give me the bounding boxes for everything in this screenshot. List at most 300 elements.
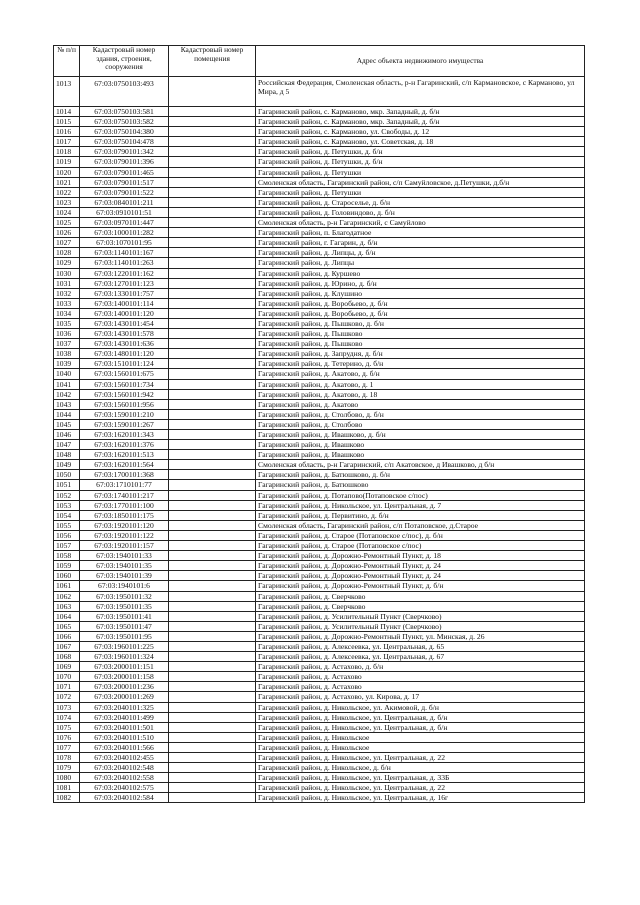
- table-row: [54, 591, 585, 601]
- row-number: 1015: [54, 117, 80, 127]
- cadastral-room-cell: [169, 591, 256, 601]
- row-number: 1047: [54, 440, 80, 450]
- cadastral-room-cell: [169, 702, 256, 712]
- address-cell: Гагаринский район, д. Никольское, ул. Центральная, д. 33Б: [256, 773, 585, 783]
- address-cell: Гагаринский район, с. Карманово, ул. Свободы, д. 12: [256, 127, 585, 137]
- address-cell: Гагаринский район, д. Никольское: [256, 742, 585, 752]
- cadastral-room-cell: [169, 409, 256, 419]
- table-row: [54, 197, 585, 207]
- table-row: [54, 652, 585, 662]
- table-row: [54, 490, 585, 500]
- table-row: [54, 581, 585, 591]
- cadastral-room-cell: [169, 763, 256, 773]
- address-cell: Гагаринский район, д. Староселье, д. б/н: [256, 197, 585, 207]
- address-cell: Гагаринский район, д. Петушки, д. б/н: [256, 147, 585, 157]
- address-cell: Гагаринский район, д. Батюшково: [256, 480, 585, 490]
- cadastral-building-cell: 67:03:1940101:39: [80, 571, 169, 581]
- cadastral-building-cell: 67:03:1770101:100: [80, 500, 169, 510]
- address-cell: Гагаринский район, д. Астахово: [256, 672, 585, 682]
- address-cell: Гагаринский район, д. Клушино: [256, 288, 585, 298]
- cadastral-building-cell: 67:03:1920101:122: [80, 530, 169, 540]
- cadastral-room-cell: [169, 490, 256, 500]
- cadastral-building-cell: 67:03:1560101:675: [80, 369, 169, 379]
- cadastral-building-cell: 67:03:0790101:396: [80, 157, 169, 167]
- address-cell: Гагаринский район, д. Пышково: [256, 339, 585, 349]
- row-number: 1048: [54, 450, 80, 460]
- address-cell: Гагаринский район, д. Столбово: [256, 419, 585, 429]
- cadastral-building-cell: 67:03:0790101:522: [80, 187, 169, 197]
- address-cell: Гагаринский район, д. Никольское, ул. Центральная, д. 16г: [256, 793, 585, 803]
- table-row: [54, 641, 585, 651]
- address-cell: Гагаринский район, д. Воробьево, д. б/н: [256, 308, 585, 318]
- row-number: 1060: [54, 571, 80, 581]
- cadastral-building-cell: 67:03:1940101:33: [80, 551, 169, 561]
- cadastral-building-cell: 67:03:1560101:734: [80, 379, 169, 389]
- row-number: 1029: [54, 258, 80, 268]
- cadastral-room-cell: [169, 157, 256, 167]
- address-cell: Гагаринский район, д. Потапово(Потаповское с/пос): [256, 490, 585, 500]
- address-cell: Гагаринский район, д. Никольское, ул. Центральная, д. б/н: [256, 722, 585, 732]
- cadastral-building-cell: 67:03:2000101:158: [80, 672, 169, 682]
- table-row: [54, 742, 585, 752]
- address-cell: Гагаринский район, д. Акатово, д. б/н: [256, 369, 585, 379]
- cadastral-building-cell: 67:03:1590101:267: [80, 419, 169, 429]
- address-cell: Гагаринский район, д. Первитино, д. б/н: [256, 510, 585, 520]
- table-row: [54, 278, 585, 288]
- cadastral-room-cell: [169, 783, 256, 793]
- row-number: 1057: [54, 541, 80, 551]
- cadastral-room-cell: [169, 77, 256, 107]
- cadastral-room-cell: [169, 530, 256, 540]
- row-number: 1028: [54, 248, 80, 258]
- row-number: 1034: [54, 308, 80, 318]
- cadastral-building-cell: 67:03:2000101:236: [80, 682, 169, 692]
- table-row: [54, 207, 585, 217]
- cadastral-room-cell: [169, 561, 256, 571]
- table-row: [54, 399, 585, 409]
- address-cell: Гагаринский район, д. Головиндово, д. б/н: [256, 207, 585, 217]
- row-number: 1069: [54, 662, 80, 672]
- address-cell: Гагаринский район, д. Дорожно-Ремонтный Пункт, д. б/н: [256, 581, 585, 591]
- cadastral-room-cell: [169, 510, 256, 520]
- table-row: [54, 117, 585, 127]
- cadastral-room-cell: [169, 793, 256, 803]
- cadastral-building-cell: 67:03:2040102:558: [80, 773, 169, 783]
- cadastral-building-cell: 67:03:2040102:575: [80, 783, 169, 793]
- table-row: [54, 500, 585, 510]
- address-cell: Гагаринский район, д. Ивашково: [256, 450, 585, 460]
- cadastral-room-cell: [169, 318, 256, 328]
- address-cell: Гагаринский район, д. Акатово, д. 1: [256, 379, 585, 389]
- cadastral-room-cell: [169, 520, 256, 530]
- cadastral-room-cell: [169, 581, 256, 591]
- row-number: 1033: [54, 298, 80, 308]
- cadastral-building-cell: 67:03:0750103:493: [80, 77, 169, 107]
- cadastral-room-cell: [169, 692, 256, 702]
- cadastral-building-cell: 67:03:1140101:263: [80, 258, 169, 268]
- header-row: [54, 46, 585, 77]
- table-row: [54, 127, 585, 137]
- row-number: 1058: [54, 551, 80, 561]
- row-number: 1022: [54, 187, 80, 197]
- row-number: 1075: [54, 722, 80, 732]
- address-cell: Гагаринский район, д. Никольское, ул. Центральная, д. 7: [256, 500, 585, 510]
- table-row: [54, 228, 585, 238]
- table-row: [54, 349, 585, 359]
- row-number: 1072: [54, 692, 80, 702]
- table-row: [54, 379, 585, 389]
- address-cell: Смоленская область, р-н Гагаринский, с Самуйлово: [256, 218, 585, 228]
- row-number: 1056: [54, 530, 80, 540]
- cadastral-building-cell: 67:03:0750104:478: [80, 137, 169, 147]
- table-row: [54, 288, 585, 298]
- cadastral-room-cell: [169, 137, 256, 147]
- row-number: 1066: [54, 631, 80, 641]
- table-row: [54, 662, 585, 672]
- row-number: 1032: [54, 288, 80, 298]
- address-cell: Гагаринский район, д. Пышково, д. б/н: [256, 318, 585, 328]
- address-cell: Гагаринский район, д. Дорожно-Ремонтный Пункт, ул. Минская, д. 26: [256, 631, 585, 641]
- cadastral-building-cell: 67:03:1950101:95: [80, 631, 169, 641]
- table-row: [54, 722, 585, 732]
- cadastral-building-cell: 67:03:1560101:956: [80, 399, 169, 409]
- cadastral-building-cell: 67:03:1400101:114: [80, 298, 169, 308]
- address-cell: Гагаринский район, д. Петушки: [256, 187, 585, 197]
- cadastral-building-cell: 67:03:1620101:564: [80, 460, 169, 470]
- row-number: 1018: [54, 147, 80, 157]
- cadastral-room-cell: [169, 268, 256, 278]
- address-cell: Гагаринский район, д. Никольское: [256, 732, 585, 742]
- row-number: 1045: [54, 419, 80, 429]
- table-row: [54, 369, 585, 379]
- cadastral-building-cell: 67:03:1430101:454: [80, 318, 169, 328]
- address-cell: Смоленская область, Гагаринский район, с/п Потаповское, д.Старое: [256, 520, 585, 530]
- cadastral-building-cell: 67:03:1430101:636: [80, 339, 169, 349]
- cadastral-building-cell: 67:03:2040102:548: [80, 763, 169, 773]
- cadastral-building-cell: 67:03:1070101:95: [80, 238, 169, 248]
- cadastral-room-cell: [169, 631, 256, 641]
- table-row: [54, 520, 585, 530]
- row-number: 1039: [54, 359, 80, 369]
- cadastral-building-cell: 67:03:2040101:501: [80, 722, 169, 732]
- cadastral-building-cell: 67:03:1850101:175: [80, 510, 169, 520]
- table-row: [54, 318, 585, 328]
- cadastral-building-cell: 67:03:0750103:582: [80, 117, 169, 127]
- row-number: 1030: [54, 268, 80, 278]
- cadastral-room-cell: [169, 641, 256, 651]
- cadastral-building-cell: 67:03:1400101:120: [80, 308, 169, 318]
- cadastral-building-cell: 67:03:1590101:210: [80, 409, 169, 419]
- table-row: [54, 329, 585, 339]
- header-address: Адрес объекта недвижимого имущества: [256, 46, 585, 77]
- cadastral-room-cell: [169, 753, 256, 763]
- cadastral-building-cell: 67:03:2000101:269: [80, 692, 169, 702]
- row-number: 1021: [54, 177, 80, 187]
- table-row: [54, 571, 585, 581]
- row-number: 1068: [54, 652, 80, 662]
- cadastral-room-cell: [169, 419, 256, 429]
- row-number: 1014: [54, 107, 80, 117]
- cadastral-building-cell: 67:03:1700101:368: [80, 470, 169, 480]
- address-cell: Гагаринский район, д. Ивашково, д. б/н: [256, 430, 585, 440]
- row-number: 1041: [54, 379, 80, 389]
- address-cell: Гагаринский район, д. Дорожно-Ремонтный Пункт, д. 24: [256, 561, 585, 571]
- address-cell: Гагаринский район, д. Никольское, ул. Центральная, д. б/н: [256, 712, 585, 722]
- cadastral-room-cell: [169, 248, 256, 258]
- table-row: [54, 359, 585, 369]
- table-row: [54, 419, 585, 429]
- cadastral-room-cell: [169, 359, 256, 369]
- address-cell: Гагаринский район, д. Петушки, д. б/н: [256, 157, 585, 167]
- row-number: 1019: [54, 157, 80, 167]
- cadastral-building-cell: 67:03:2040101:510: [80, 732, 169, 742]
- cadastral-room-cell: [169, 107, 256, 117]
- cadastral-room-cell: [169, 288, 256, 298]
- header-cadastral-building: Кадастровый номер здания, строения, сооружения: [80, 46, 169, 77]
- cadastral-building-cell: 67:03:1920101:157: [80, 541, 169, 551]
- table-row: [54, 783, 585, 793]
- address-cell: Смоленская область, Гагаринский район, с/п Самуйловское, д.Петушки, д.б/н: [256, 177, 585, 187]
- cadastral-room-cell: [169, 207, 256, 217]
- address-cell: Гагаринский район, д. Никольское, ул. Центральная, д. 22: [256, 783, 585, 793]
- cadastral-building-cell: 67:03:0790101:465: [80, 167, 169, 177]
- cadastral-building-cell: 67:03:2040102:455: [80, 753, 169, 763]
- address-cell: Российская Федерация, Смоленская область, р-н Гагаринский, с/п Кармановское, с Карманово, ул Мира, д 5: [256, 77, 585, 107]
- row-number: 1059: [54, 561, 80, 571]
- row-number: 1027: [54, 238, 80, 248]
- row-number: 1023: [54, 197, 80, 207]
- table-row: [54, 672, 585, 682]
- cadastral-room-cell: [169, 349, 256, 359]
- cadastral-room-cell: [169, 329, 256, 339]
- table-row: [54, 218, 585, 228]
- address-cell: Гагаринский район, д. Алексеевка, ул. Центральная, д. 67: [256, 652, 585, 662]
- cadastral-building-cell: 67:03:0790101:342: [80, 147, 169, 157]
- cadastral-building-cell: 67:03:1220101:162: [80, 268, 169, 278]
- table-row: [54, 712, 585, 722]
- address-cell: Гагаринский район, д. Астахово: [256, 682, 585, 692]
- address-cell: Гагаринский район, с. Карманово, мкр. Западный, д. б/н: [256, 117, 585, 127]
- row-number: 1054: [54, 510, 80, 520]
- cadastral-building-cell: 67:03:1430101:578: [80, 329, 169, 339]
- cadastral-building-cell: 67:03:1740101:217: [80, 490, 169, 500]
- address-cell: Смоленская область, р-н Гагаринский, с/п Акатовское, д Ивашково, д б/н: [256, 460, 585, 470]
- row-number: 1046: [54, 430, 80, 440]
- header-cadastral-room: Кадастровый номер помещения: [169, 46, 256, 77]
- row-number: 1035: [54, 318, 80, 328]
- table-row: [54, 167, 585, 177]
- table-row: [54, 308, 585, 318]
- table-row: [54, 177, 585, 187]
- row-number: 1074: [54, 712, 80, 722]
- cadastral-room-cell: [169, 722, 256, 732]
- cadastral-room-cell: [169, 460, 256, 470]
- row-number: 1036: [54, 329, 80, 339]
- address-cell: Гагаринский район, д. Сверчково: [256, 601, 585, 611]
- table-row: [54, 147, 585, 157]
- cadastral-building-cell: 67:03:2000101:151: [80, 662, 169, 672]
- cadastral-building-cell: 67:03:1480101:120: [80, 349, 169, 359]
- table-row: [54, 763, 585, 773]
- table-row: [54, 389, 585, 399]
- cadastral-room-cell: [169, 389, 256, 399]
- cadastral-building-cell: 67:03:1270101:123: [80, 278, 169, 288]
- cadastral-building-cell: 67:03:0790101:517: [80, 177, 169, 187]
- address-cell: Гагаринский район, д. Усилительный Пункт (Сверчково): [256, 611, 585, 621]
- address-cell: Гагаринский район, д. Старое (Потаповское с/пос): [256, 541, 585, 551]
- row-number: 1080: [54, 773, 80, 783]
- cadastral-room-cell: [169, 480, 256, 490]
- row-number: 1064: [54, 611, 80, 621]
- cadastral-room-cell: [169, 571, 256, 581]
- table-row: [54, 268, 585, 278]
- address-cell: Гагаринский район, с. Карманово, мкр. Западный, д. б/н: [256, 107, 585, 117]
- table-row: [54, 530, 585, 540]
- cadastral-room-cell: [169, 712, 256, 722]
- address-cell: Гагаринский район, д. Запрудня, д. б/н: [256, 349, 585, 359]
- table-row: [54, 611, 585, 621]
- address-cell: Гагаринский район, г. Гагарин, д. б/н: [256, 238, 585, 248]
- table-row: [54, 470, 585, 480]
- address-cell: Гагаринский район, д. Никольское, ул. Центральная, д. 22: [256, 753, 585, 763]
- cadastral-building-cell: 67:03:1330101:757: [80, 288, 169, 298]
- table-row: [54, 298, 585, 308]
- row-number: 1050: [54, 470, 80, 480]
- cadastral-building-cell: 67:03:1940101:35: [80, 561, 169, 571]
- cadastral-room-cell: [169, 500, 256, 510]
- row-number: 1055: [54, 520, 80, 530]
- table-row: [54, 732, 585, 742]
- address-cell: Гагаринский район, д. Тетерино, д. б/н: [256, 359, 585, 369]
- cadastral-building-cell: 67:03:1000101:282: [80, 228, 169, 238]
- cadastral-building-cell: 67:03:1620101:376: [80, 440, 169, 450]
- cadastral-room-cell: [169, 218, 256, 228]
- cadastral-building-cell: 67:03:1710101:77: [80, 480, 169, 490]
- row-number: 1017: [54, 137, 80, 147]
- table-row: [54, 137, 585, 147]
- row-number: 1067: [54, 641, 80, 651]
- address-cell: Гагаринский район, д. Воробьево, д. б/н: [256, 298, 585, 308]
- row-number: 1016: [54, 127, 80, 137]
- table-row: [54, 551, 585, 561]
- cadastral-building-cell: 67:03:0970101:447: [80, 218, 169, 228]
- table-row: [54, 561, 585, 571]
- row-number: 1051: [54, 480, 80, 490]
- cadastral-building-cell: 67:03:0750104:380: [80, 127, 169, 137]
- cadastral-building-cell: 67:03:1950101:47: [80, 621, 169, 631]
- row-number: 1061: [54, 581, 80, 591]
- header-number: № п/п: [54, 46, 80, 77]
- cadastral-room-cell: [169, 369, 256, 379]
- row-number: 1044: [54, 409, 80, 419]
- row-number: 1020: [54, 167, 80, 177]
- cadastral-building-cell: 67:03:1950101:32: [80, 591, 169, 601]
- cadastral-building-cell: 67:03:1960101:225: [80, 641, 169, 651]
- row-number: 1013: [54, 77, 80, 107]
- cadastral-room-cell: [169, 147, 256, 157]
- cadastral-room-cell: [169, 601, 256, 611]
- table-row: [54, 107, 585, 117]
- table-row: [54, 692, 585, 702]
- cadastral-room-cell: [169, 379, 256, 389]
- table-row: [54, 157, 585, 167]
- table-row: [54, 510, 585, 520]
- address-cell: Гагаринский район, д. Алексеевка, ул. Центральная, д. 65: [256, 641, 585, 651]
- table-row: [54, 601, 585, 611]
- address-cell: Гагаринский район, д. Никольское, ул. Акимовой, д. б/н: [256, 702, 585, 712]
- row-number: 1078: [54, 753, 80, 763]
- address-cell: Гагаринский район, д. Усилительный Пункт (Сверчково): [256, 621, 585, 631]
- row-number: 1042: [54, 389, 80, 399]
- cadastral-room-cell: [169, 167, 256, 177]
- address-cell: Гагаринский район, д. Сверчково: [256, 591, 585, 601]
- cadastral-room-cell: [169, 278, 256, 288]
- address-cell: Гагаринский район, д. Батюшково, д. б/н: [256, 470, 585, 480]
- address-cell: Гагаринский район, д. Столбово, д. б/н: [256, 409, 585, 419]
- address-cell: Гагаринский район, д. Липцы, д. б/н: [256, 248, 585, 258]
- table-row: [54, 238, 585, 248]
- cadastral-building-cell: 67:03:1620101:513: [80, 450, 169, 460]
- row-number: 1025: [54, 218, 80, 228]
- table-row: [54, 793, 585, 803]
- row-number: 1043: [54, 399, 80, 409]
- cadastral-room-cell: [169, 228, 256, 238]
- table-row: [54, 187, 585, 197]
- row-number: 1037: [54, 339, 80, 349]
- row-number: 1082: [54, 793, 80, 803]
- row-number: 1065: [54, 621, 80, 631]
- cadastral-room-cell: [169, 672, 256, 682]
- cadastral-room-cell: [169, 773, 256, 783]
- cadastral-room-cell: [169, 187, 256, 197]
- row-number: 1031: [54, 278, 80, 288]
- address-cell: Гагаринский район, д. Астахово, ул. Кирова, д. 17: [256, 692, 585, 702]
- table-row: [54, 753, 585, 763]
- row-number: 1077: [54, 742, 80, 752]
- row-number: 1053: [54, 500, 80, 510]
- address-cell: Гагаринский район, д. Никольское, д. б/н: [256, 763, 585, 773]
- cadastral-building-cell: 67:03:1940101:6: [80, 581, 169, 591]
- cadastral-building-cell: 67:03:1950101:35: [80, 601, 169, 611]
- cadastral-building-cell: 67:03:2040101:566: [80, 742, 169, 752]
- row-number: 1026: [54, 228, 80, 238]
- table-row: [54, 682, 585, 692]
- cadastral-building-cell: 67:03:1960101:324: [80, 652, 169, 662]
- cadastral-room-cell: [169, 440, 256, 450]
- cadastral-building-cell: 67:03:1920101:120: [80, 520, 169, 530]
- table-row: [54, 409, 585, 419]
- address-cell: Гагаринский район, д. Старое (Потаповское с/пос), д. б/н: [256, 530, 585, 540]
- cadastral-building-cell: 67:03:0840101:211: [80, 197, 169, 207]
- row-number: 1024: [54, 207, 80, 217]
- cadastral-room-cell: [169, 742, 256, 752]
- cadastral-room-cell: [169, 450, 256, 460]
- cadastral-room-cell: [169, 732, 256, 742]
- cadastral-building-cell: 67:03:2040101:499: [80, 712, 169, 722]
- row-number: 1081: [54, 783, 80, 793]
- cadastral-room-cell: [169, 430, 256, 440]
- address-cell: Гагаринский район, с. Карманово, ул. Советская, д. 18: [256, 137, 585, 147]
- cadastral-building-cell: 67:03:2040101:325: [80, 702, 169, 712]
- address-cell: Гагаринский район, п. Благодатное: [256, 228, 585, 238]
- row-number: 1063: [54, 601, 80, 611]
- cadastral-room-cell: [169, 197, 256, 207]
- cadastral-room-cell: [169, 177, 256, 187]
- row-number: 1049: [54, 460, 80, 470]
- cadastral-building-cell: 67:03:0750103:581: [80, 107, 169, 117]
- cadastral-building-cell: 67:03:1620101:343: [80, 430, 169, 440]
- cadastral-room-cell: [169, 470, 256, 480]
